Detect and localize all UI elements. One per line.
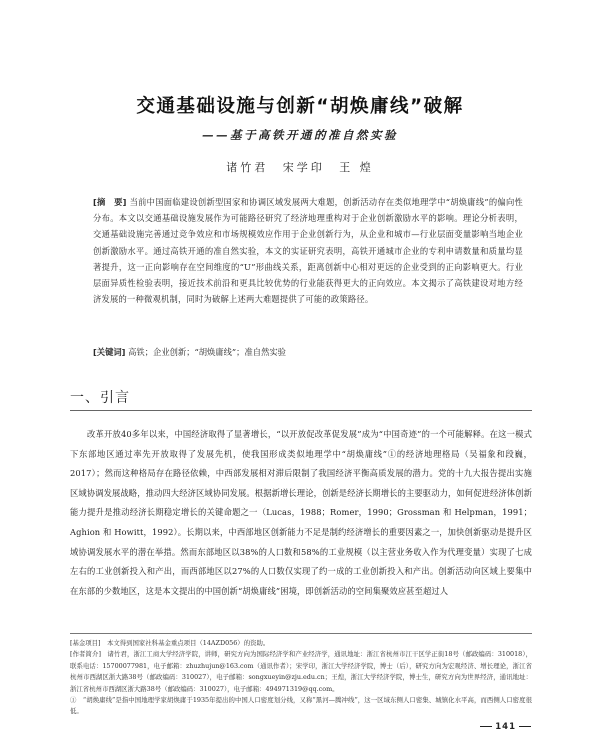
section-heading: 一、引言 (70, 390, 130, 406)
page-number (477, 722, 534, 732)
author-name: 王 煌 (339, 161, 374, 174)
keywords (93, 344, 523, 360)
paper-subtitle: ——基于高铁开通的准自然实验 (202, 128, 398, 142)
footnote-funding: [基金项目] 本文得到国家社科基金重点项目（14AZD056）的资助。 (70, 639, 270, 647)
author-name: 宋学印 (282, 161, 325, 174)
footnote-divider (70, 633, 532, 634)
keywords-text: 高铁；企业创新；“胡焕庸线”；准自然实验 (128, 347, 286, 357)
abstract (93, 194, 523, 307)
abstract-label: [摘 要] (93, 197, 127, 207)
paper-title: 交通基础设施与创新“胡焕庸线”破解 (136, 96, 464, 117)
abstract-text: 当前中国面临建设创新型国家和协调区域发展两大难题，创新活动存在类似地理学中“胡焕庸线”的偏向性分布。本文以交通基础设施发展作为可能路径研究了经济地理重构对于企业创新激励水平的影响。理论分析表明，交通基础设施完善通过竞争效应和市场规模效应作用于企业创新行为，从企业和城市—行业层面变量影响当地企业创新激励水平。通过高铁开通的准自然实验，本文的实证研究表明，高铁开通城市企业的专利申请数量和质量均显著提升，这一正向影响存在空间维度的“U”形曲线关系，距离创新中心相对更远的企业受到的正向影响更大。行业层面异质性检验表明，接近技术前沿和更具比较优势的行业能获得更大的正向效应。本文揭示了高铁建设对地方经济发展的一种微观机制，同时为破解上述两大难题提供了可能的政策路径。 (93, 197, 523, 305)
body-text (70, 425, 532, 601)
footnotes (70, 638, 532, 718)
author-list (0, 159, 600, 175)
section-divider (70, 410, 532, 411)
body-paragraph: 改革开放40多年以来，中国经济取得了显著增长，“以开放促改革促发展”成为“中国奇迹”的一个可能解释。在这一模式下东部地区通过率先开放取得了发展先机，使我国形成类似地理学中“胡焕庸线”①的经济地理格局（吴福象和段巍，2017）；然而这种格局存在路径依赖，中西部发展相对滞后限制了我国经济平衡高质发展的潜力。党的十九大报告提出实施区域协调发展战略，推动四大经济区域协同发展。根据新增长理论，创新是经济长期增长的主要驱动力，如何促进经济体创新能力提升是推动经济长期稳定增长的关键命题之一（Lucas，1988；Romer，1990；Grossman 和 Helpman，1991；Aghion 和 Howitt，1992）。长期以来，中西部地区创新能力不足是制约经济增长的重要因素之一，加快创新驱动是提升区域协调发展水平的潜在举措。然而东部地区以38%的人口数和58%的工业规模（以主营业务收入作为代理变量）实现了七成左右的工业创新投入和产出，而西部地区以27%的人口数仅实现了约一成的工业创新投入和产出。创新活动向区域上要集中在东部的少数地区，这是本文提出的中国创新“胡焕庸线”困境，即创新活动的空间集聚效应甚至超过人 (70, 429, 532, 596)
footnote-authors: [作者简介] 诸竹君，浙江工商大学经济学院，讲师，研究方向为国际经济学和产业经济学，通讯地址：浙江省杭州市江干区学正街18号（邮政编码：310018），联系电话：15700077981，电子邮箱：zhuzhujun@163.com（通讯作者）；宋学印，浙江大学经济学院，博士（后），研究方向为宏观经济、增长理论，浙江省杭州市西湖区浙大路38号（邮政编码：310027），电子邮箱：songxueyin@zju.edu.cn；王煌，浙江大学经济学院，博士生，研究方向为世界经济，通讯地址：浙江省杭州市西湖区浙大路38号（邮政编码：310027），电子邮箱：494971319@qq.com。 (70, 650, 532, 693)
footnote-hu-line: ① “胡焕庸线”是指中国地理学家胡焕庸于1935年提出的中国人口密度划分线，又称“黑河—腾冲线”，这一区域东侧人口密集、城镇化水平高，而西侧人口密度很低。 (70, 696, 532, 716)
keywords-label: [关键词] (93, 347, 126, 357)
page-number-value: 141 (495, 722, 516, 732)
author-name: 诸竹君 (226, 161, 269, 174)
